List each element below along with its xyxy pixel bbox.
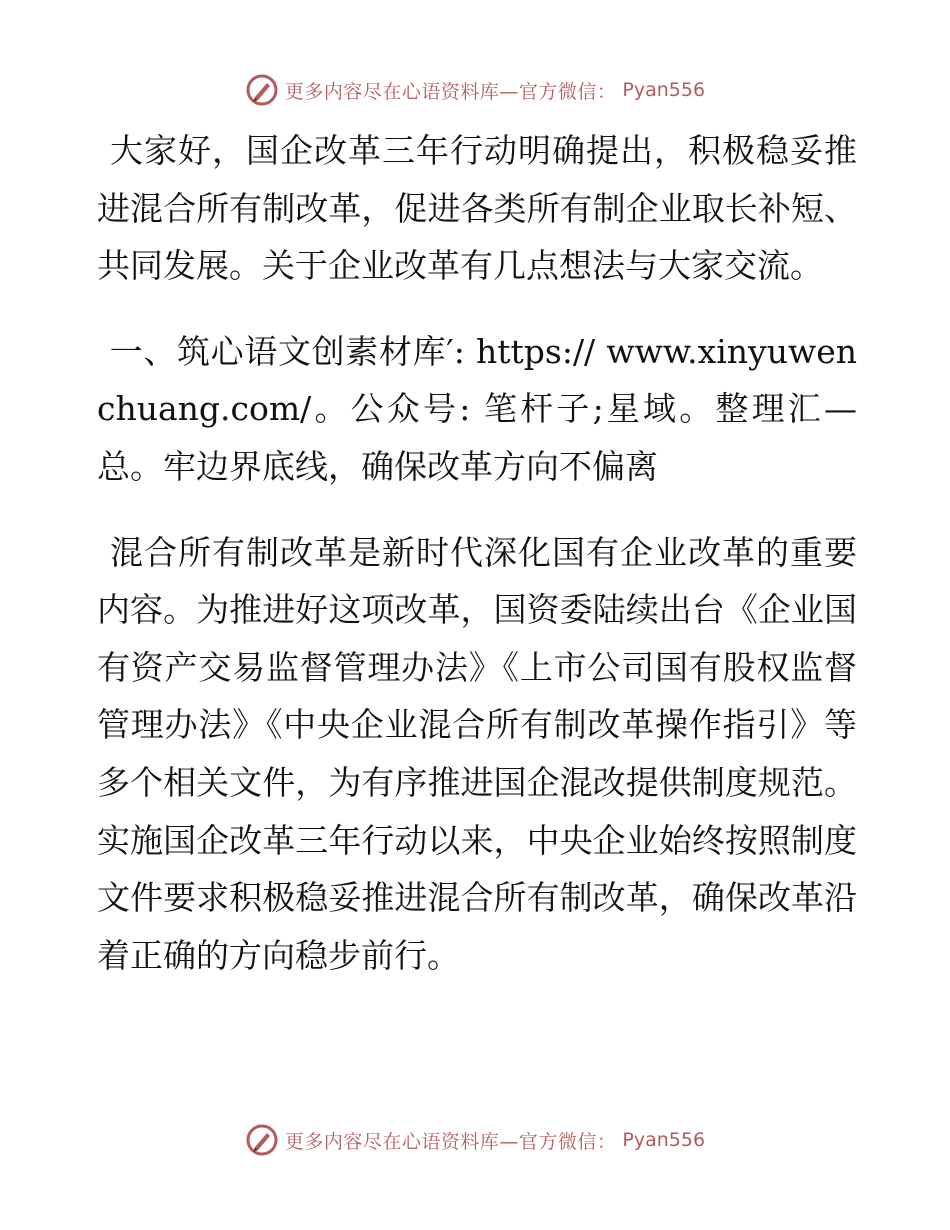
- paragraph-mixed-ownership-text: 混合所有制改革是新时代深化国有企业改革的重要内容。为推进好这项改革，国资委陆续出台《企业国有资产交易监督管理办法》《上市公司国有股权监督管理办法》《中央企业混合所有制改革操作指引》等多个相关文件，为有序推进国企混改提供制度规范。实施国企改革三年行动以来，中央企业始终按照制度文件要求积极稳妥推进混合所有制改革，确保改革沿着正确的方向稳步前行。: [97, 532, 857, 975]
- paragraph-intro-text: 大家好，国企改革三年行动明确提出，积极稳妥推进混合所有制改革，促进各类所有制企业取长补短、共同发展。关于企业改革有几点想法与大家交流。: [97, 131, 857, 286]
- pen-logo-icon: [245, 73, 279, 107]
- paragraph-section-one: [97, 323, 857, 496]
- paragraph-intro: [97, 122, 857, 295]
- pen-logo-icon: [245, 1123, 279, 1157]
- footer-watermark: [0, 1120, 950, 1160]
- paragraph-mixed-ownership: [97, 524, 857, 985]
- watermark-text: 更多内容尽在心语资料库—官方微信：: [284, 1130, 617, 1153]
- header-watermark: [0, 70, 950, 110]
- watermark-handle: Pyan556: [622, 79, 706, 101]
- paragraph-section-one-text: 一、筑心语文创素材库′: https:// www.xinyuwenchuang.com/。公众号: 笔杆子;星域。整理汇—总。牢边界底线，确保改革方向不偏离: [97, 331, 857, 486]
- watermark-text: 更多内容尽在心语资料库—官方微信：: [284, 80, 617, 103]
- watermark-handle: Pyan556: [622, 1129, 706, 1151]
- document-body: [97, 122, 857, 1012]
